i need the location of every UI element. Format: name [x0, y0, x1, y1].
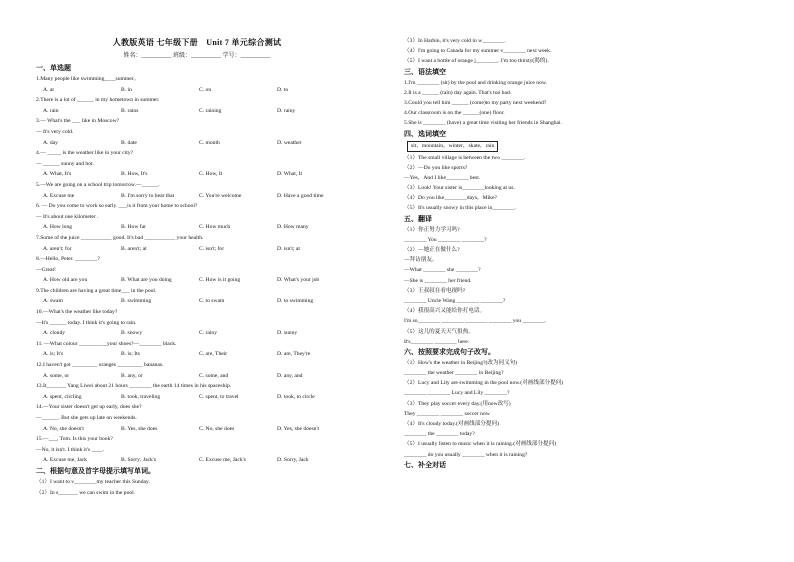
s2-item-2: （2）In s_______ we can swim in the pool.	[36, 489, 136, 496]
question-6: 6. — Do you come to work so early. ___is it from your home to school?	[36, 203, 198, 210]
option-B[interactable]: B. any, or	[121, 372, 143, 379]
translation-line-4: —拜访朋友。	[404, 257, 438, 264]
option-B[interactable]: B. How far	[121, 224, 147, 231]
option-A[interactable]: A. aren't; for	[43, 245, 72, 252]
s2-item-3: （3）In Harbin, it's very cold in w________.	[404, 38, 506, 44]
translation-line-10: I'm so________ ________ ________ ________ you ________.	[404, 318, 547, 325]
option-C[interactable]: C. How is it going	[199, 277, 241, 284]
grammar-fill-list	[404, 78, 619, 129]
translation-line-6: —She is ________ her friend.	[404, 277, 472, 284]
option-D[interactable]: D. sunny	[277, 330, 298, 337]
question-8-options	[36, 275, 358, 286]
word-choice-list	[404, 153, 619, 214]
section-1-heading: 一、单选题	[36, 64, 71, 72]
question-12-options	[36, 371, 358, 382]
option-A[interactable]: A. spent, circling	[43, 393, 82, 400]
question-8: 8.—Hello, Peter. ________?	[36, 256, 100, 263]
right-column	[404, 36, 619, 471]
option-B[interactable]: B. is; Its	[121, 351, 140, 358]
option-D[interactable]: D. to swimming	[277, 298, 314, 305]
option-C[interactable]: C. are, Their	[199, 351, 228, 358]
rewrite-line-1: （1）How's the weather in Beijing?(改为同义句)	[404, 359, 518, 366]
grammar-item-2: 2.It is a ______ (rain) day again. That's too bad.	[404, 89, 512, 96]
option-C[interactable]: C. to swam	[199, 298, 225, 305]
question-13-options	[36, 392, 358, 403]
s2-item-5: （5）I want a bottle of orange j________. I'm too thirsty(渴的).	[404, 58, 549, 65]
s2-item-1: （1）I want to v________my teacher this Sunday.	[36, 478, 150, 485]
question-5: 5.—We are going on a school trip tomorrow.—______.	[36, 181, 160, 188]
question-4-options	[36, 169, 358, 180]
option-D[interactable]: D. any, and	[277, 372, 303, 379]
option-B[interactable]: B. swimming	[121, 298, 152, 305]
rewrite-line-7: （4）It's cloudy today.(对画线部分提问)	[404, 421, 499, 427]
option-C[interactable]: C. How, It	[199, 171, 223, 178]
multiple-choice-list	[36, 74, 358, 466]
option-C[interactable]: C. month	[199, 139, 220, 146]
rewrite-line-8: ________ the ________ today?	[404, 431, 475, 438]
option-A[interactable]: A. some, or	[43, 372, 70, 379]
question-12: 12.I haven't got _________ oranges _________ bananas.	[36, 362, 164, 369]
option-A[interactable]: A. How long	[43, 224, 73, 231]
option-B[interactable]: B. How, It's	[121, 171, 148, 178]
translation-line-7: （3）王叔叔在看电视吗?	[404, 287, 466, 294]
rewrite-list	[404, 358, 619, 460]
translation-line-3: （2）—她正在做什么?	[404, 247, 460, 253]
word-choice-item-2: （2）—Do you like sports?	[404, 164, 468, 171]
option-B[interactable]: B. rains	[121, 107, 139, 114]
option-B[interactable]: B. snowy	[121, 330, 143, 337]
option-B[interactable]: B. What are you doing	[121, 277, 172, 284]
option-B[interactable]: B. took, traveling	[121, 393, 161, 400]
option-A[interactable]: A. rain	[43, 107, 59, 114]
option-B[interactable]: B. I'm sorry to hear that	[121, 192, 175, 199]
word-choice-item-3: —Yes，And I like________ best.	[404, 174, 481, 181]
question-11: 11. —What colour __________your shoes?—________ black.	[36, 340, 177, 347]
rewrite-line-2: ________ the weather ________ in Beijing?	[404, 370, 504, 377]
option-D[interactable]: D. Sorry, Jack	[277, 457, 309, 464]
translation-list	[404, 225, 619, 347]
translation-line-8: ________ Uncle Wang ________ ________?	[404, 297, 506, 304]
page-title: 人教版英语 七年级下册 Unit 7 单元综合测试	[112, 38, 282, 47]
question-9-options	[36, 296, 358, 307]
option-C[interactable]: C. some, and	[199, 372, 229, 379]
option-D[interactable]: D. took, to circle	[277, 393, 315, 400]
rewrite-line-6: They ________ ________ soccer now	[404, 410, 490, 417]
option-A[interactable]: A. What, It's	[43, 171, 72, 178]
option-B[interactable]: B. Yes, she does	[121, 425, 158, 432]
question-15-options	[36, 455, 358, 466]
option-A[interactable]: A. cloudy	[43, 330, 66, 337]
option-D[interactable]: D. weather	[277, 139, 302, 146]
translation-line-9: （4）我很高兴又能给你打电话。	[404, 308, 486, 315]
option-D[interactable]: D. are, They're	[277, 351, 311, 358]
rewrite-line-3: （2）Lucy and Lily are swimming in the pool now.(对画线部分提问)	[404, 380, 564, 387]
translation-line-12: It's________ ________ here.	[404, 338, 470, 345]
rewrite-line-10: ________ do you usually ________ when it is raining?	[404, 451, 528, 458]
translation-line-11: （5）这儿的夏天天气很热。	[404, 328, 474, 335]
question-6-options	[36, 222, 358, 233]
section-4-heading: 四、选词填空	[404, 129, 446, 138]
question-6-line2: — It's about one kilometer .	[36, 213, 99, 220]
option-C[interactable]: C. Excuse me, Jack's	[199, 457, 246, 464]
question-4: 4.— _____ is the weather like in your city?	[36, 150, 134, 157]
question-15: 15.—___, Tom. Is this your book?	[36, 436, 113, 443]
option-D[interactable]: D. What's your job	[277, 277, 320, 284]
question-10-options	[36, 328, 358, 339]
question-3-options	[36, 138, 358, 149]
option-A[interactable]: A. is; It's	[43, 351, 64, 358]
option-C[interactable]: C. You're welcome	[199, 192, 242, 199]
option-C[interactable]: C. spent, to travel	[199, 393, 239, 400]
question-2: 2.There is a lot of ______ in my hometown in summer.	[36, 97, 160, 104]
option-B[interactable]: B. Sorry; Jack's	[121, 457, 157, 464]
option-B[interactable]: B. date	[121, 139, 137, 146]
option-C[interactable]: C. How much	[199, 224, 231, 231]
option-C[interactable]: C. No, she does	[199, 425, 235, 432]
grammar-item-1: 1.I'm ________ (sit) by the pool and drinking orange juice now.	[404, 79, 547, 86]
option-C[interactable]: C. raining	[199, 107, 222, 114]
option-A[interactable]: A. No, she doesn't	[43, 425, 84, 432]
translation-line-2: ________ You ________ ________?	[404, 236, 487, 243]
option-D[interactable]: D. rainy	[277, 107, 296, 114]
question-3-line2: — It's very cold.	[36, 128, 74, 135]
word-choice-item-4: （3）Look! Your sister is________looking at us.	[404, 185, 515, 192]
option-D[interactable]: D. How many	[277, 224, 309, 231]
question-15-line2: —No, it isn't. I think it's ____.	[36, 446, 105, 453]
question-10-line2: —It's ______ today. I think it's going to rain.	[36, 319, 137, 326]
section-3-heading: 三、语法填空	[404, 67, 446, 76]
option-D[interactable]: D. What, It	[277, 171, 303, 178]
option-D[interactable]: D. Yes, she doesn't	[277, 425, 320, 432]
grammar-item-5: 5.She is ________ (have) a great time visiting her friends in Shanghai.	[404, 120, 562, 127]
question-1-options	[36, 85, 358, 96]
question-8-line2: —Great!	[36, 266, 56, 273]
option-B[interactable]: B. aren't; at	[121, 245, 147, 252]
option-B[interactable]: B. in	[121, 86, 132, 93]
option-A[interactable]: A. swam	[43, 298, 63, 305]
question-13: 13.It_______ Yang Liwei about 21 hours ________ the earth 14 times in his spaceship.	[36, 383, 232, 390]
rewrite-line-9: （5）I usually listen to music when it is raining.(对画线部分提问)	[404, 441, 557, 448]
question-14: 14.—Your sister doesn't get up early, does she?	[36, 404, 142, 411]
question-10: 10.—What's the weather like today?	[36, 309, 118, 316]
section-7-heading: 七、补全对话	[404, 460, 446, 469]
word-choice-item-1: （1）The small village is between the two ________.	[404, 154, 526, 161]
grammar-item-3: 3.Could you tell him ______ (come)to my party next weekend?	[404, 99, 547, 106]
question-5-options	[36, 191, 358, 202]
word-choice-item-6: （5）It's usually snowy in this place in________.	[404, 205, 517, 212]
option-C[interactable]: C. rainy	[199, 330, 218, 337]
word-box: sit，mountain，winter，skate，rain	[407, 141, 498, 152]
question-4-line2: — ______ sunny and hot.	[36, 160, 94, 167]
rewrite-line-4: ________ ________ Lucy and Lily ________?	[404, 390, 510, 397]
question-3: 3.— What's the ___ like in Moscow?	[36, 118, 120, 125]
section-2-heading: 二、根据句意及首字母提示填写单词。	[36, 466, 155, 475]
question-9: 9.The children are having a great time___ in the pool.	[36, 287, 157, 294]
student-info-line: 姓名：__________ 班级：__________ 学号：__________	[123, 53, 271, 59]
section-6-heading: 六、按照要求完成句子改写。	[404, 347, 495, 356]
option-C[interactable]: C. on	[199, 86, 212, 93]
question-1: 1.Many people like swimming____summer。	[36, 76, 140, 82]
option-A[interactable]: A. at	[43, 86, 54, 93]
left-column	[36, 36, 358, 498]
question-11-options	[36, 349, 358, 360]
question-14-options	[36, 424, 358, 435]
grammar-item-4: 4.Our classroom is on the ______(one) floor.	[404, 110, 505, 117]
question-7-options	[36, 244, 358, 255]
option-D[interactable]: D. isn't; at	[277, 245, 300, 252]
section-5-heading: 五、翻译	[404, 214, 432, 223]
option-D[interactable]: D. Have a good time	[277, 192, 324, 199]
option-A[interactable]: A. Excuse me, Jack	[43, 457, 87, 464]
s2-item-4: （4）I'm going to Canada for my summer v________ next week.	[404, 48, 552, 55]
option-A[interactable]: A. How old are you	[43, 277, 88, 284]
option-C[interactable]: C. isn't; for	[199, 245, 225, 252]
word-choice-item-5: （4）Do you like________days，Mike?	[404, 195, 497, 202]
question-14-line2: —______. But she gets up late on weekends.	[36, 415, 137, 421]
translation-line-5: —What ________ she ________?	[404, 267, 481, 274]
translation-line-1: （1）你正努力学习吗?	[404, 226, 460, 233]
question-2-options	[36, 106, 358, 117]
option-A[interactable]: A. day	[43, 139, 58, 146]
option-A[interactable]: A. Excuse me	[43, 192, 75, 199]
rewrite-line-5: （3）They play soccer every day.(用now改写)	[404, 400, 511, 407]
option-D[interactable]: D. to	[277, 86, 289, 93]
question-7: 7.Some of the juice ___________ good. It's bad ___________ your health.	[36, 234, 204, 241]
